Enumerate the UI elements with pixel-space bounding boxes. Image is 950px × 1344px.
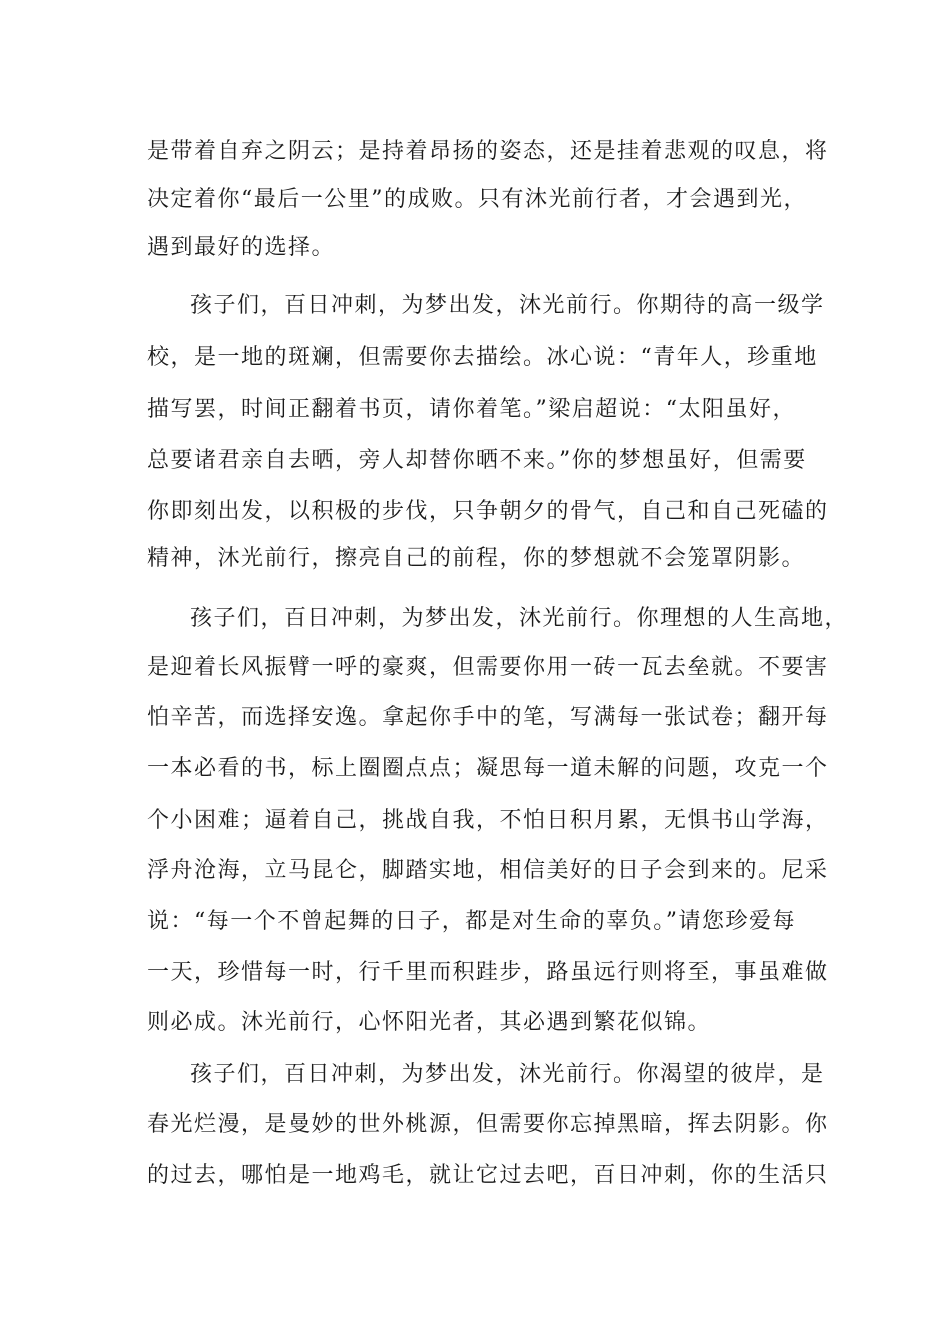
text-line: 孩子们，百日冲刺，为梦出发，沐光前行。你理想的人生高地，: [190, 606, 849, 631]
text-line: 总要诸君亲自去晒，旁人却替你晒不来。”你的梦想虽好，但需要: [147, 448, 807, 473]
text-line: 怕辛苦，而选择安逸。拿起你手中的笔，写满每一张试卷；翻开每: [147, 705, 829, 730]
text-line: 孩子们，百日冲刺，为梦出发，沐光前行。你渴望的彼岸，是: [190, 1062, 825, 1087]
text-line: 校，是一地的斑斓，但需要你去描绘。冰心说：“青年人，珍重地: [147, 345, 818, 370]
text-line: 描写罢，时间正翻着书页，请你着笔。”梁启超说：“太阳虽好，: [147, 397, 796, 422]
text-line: 一天，珍惜每一时，行千里而积跬步，路虽远行则将至，事虽难做: [147, 960, 829, 985]
text-line: 浮舟沧海，立马昆仑，脚踏实地，相信美好的日子会到来的。尼采: [147, 858, 829, 883]
text-line: 的过去，哪怕是一地鸡毛，就让它过去吧，百日冲刺，你的生活只: [147, 1163, 829, 1188]
text-line: 遇到最好的选择。: [147, 235, 336, 260]
text-line: 是迎着长风振臂一呼的豪爽，但需要你用一砖一瓦去垒就。不要害: [147, 655, 829, 680]
text-line: 孩子们，百日冲刺，为梦出发，沐光前行。你期待的高一级学: [190, 293, 825, 318]
text-line: 你即刻出发，以积极的步伐，只争朝夕的骨气，自己和自己死磕的: [147, 499, 829, 524]
text-line: 说：“每一个不曾起舞的日子，都是对生命的辜负。”请您珍爱每: [147, 909, 796, 934]
text-line: 春光烂漫，是曼妙的世外桃源，但需要你忘掉黑暗，挥去阴影。你: [147, 1112, 829, 1137]
text-line: 是带着自弃之阴云；是持着昂扬的姿态，还是挂着悲观的叹息，将: [147, 139, 829, 164]
body-text: [147, 0, 849, 1344]
text-line: 个小困难；逼着自己，挑战自我，不怕日积月累，无惧书山学海，: [147, 808, 829, 833]
text-line: 则必成。沐光前行，心怀阳光者，其必遇到繁花似锦。: [147, 1010, 712, 1035]
text-line: 精神，沐光前行，擦亮自己的前程，你的梦想就不会笼罩阴影。: [147, 546, 806, 571]
text-line: 一本必看的书，标上圈圈点点；凝思每一道未解的问题，攻克一个: [147, 756, 829, 781]
text-line: 决定着你“最后一公里”的成败。只有沐光前行者，才会遇到光，: [147, 187, 807, 212]
